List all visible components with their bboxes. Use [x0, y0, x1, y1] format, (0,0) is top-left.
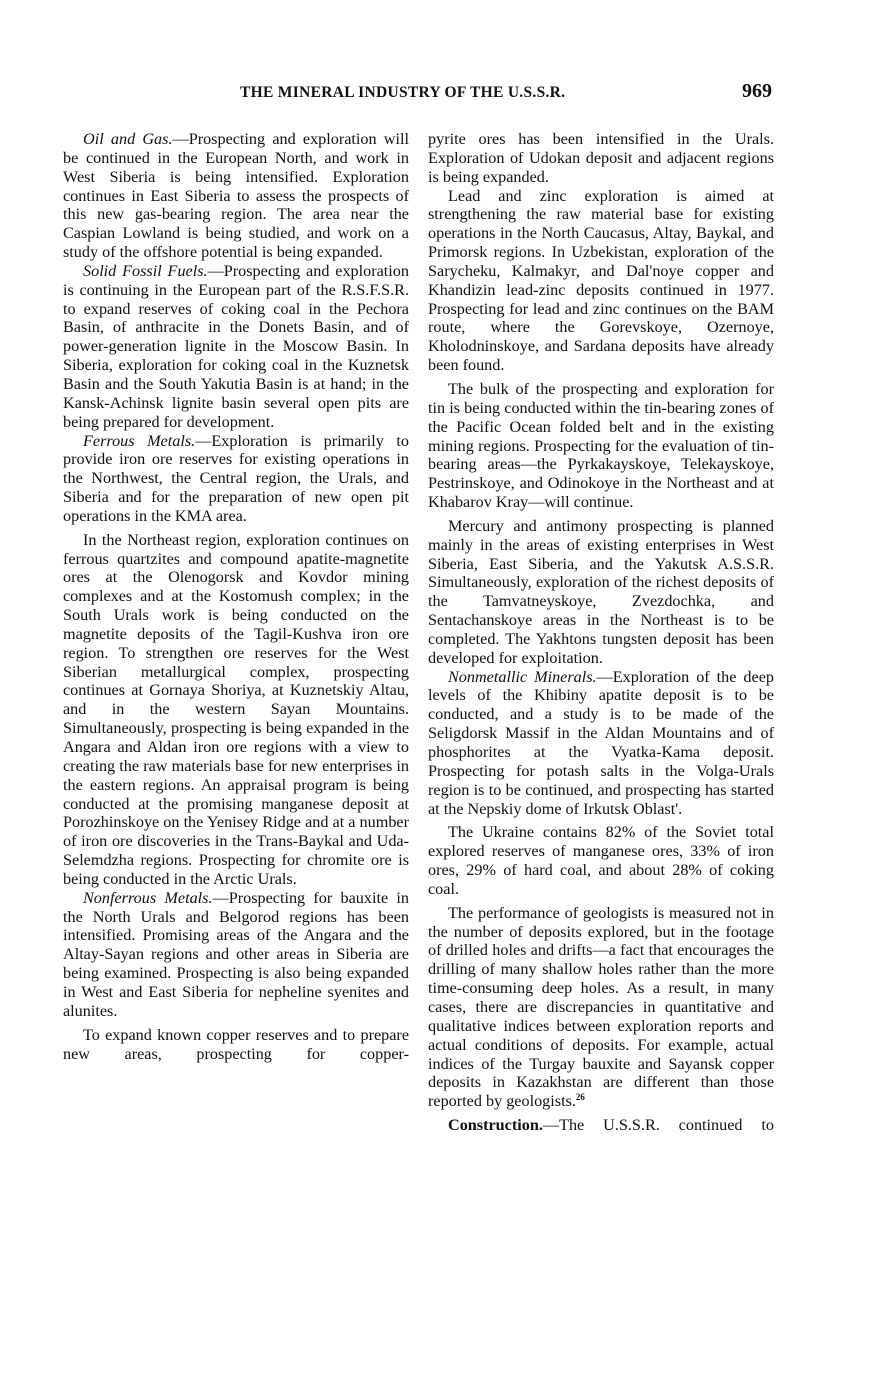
section-lead-nonmetallic: Nonmetallic Minerals.: [448, 667, 597, 686]
paragraph-mercury: Mercury and antimony prospecting is planned mainly in the areas of existing enterprises in West Siberia, East Siberia, and the Yakutsk A.S.S.R. Simultaneously, exploration of the richest deposits of the Tamvatneyskoye, Zvezdochka, and Sentachanskoye areas in the Northeast is to be completed. The Yakhtons tungsten deposit has been developed for exploitation.: [428, 516, 774, 667]
paragraph-nonferrous: [63, 889, 409, 1021]
left-column: [63, 130, 409, 1063]
paragraph-northeast: In the Northeast region, exploration continues on ferrous quartzites and compound apatite-magnetite ores at the Olenogorsk and Kovdor mining complexes and at the Kostomush complex; in the South Urals work is being conducted on the magnetite deposits of the Tagil-Kushva iron ore region. To strengthen ore reserves for the West Siberian metallurgical complex, prospecting continues at Gornaya Shoriya, at Kuznetskiy Altau, and in the western Sayan Mountains. Simultaneously, prospecting is being expanded in the Angara and Aldan iron ore regions with a view to creating the raw materials base for new enterprises in the eastern regions. An appraisal program is being conducted at the promising manganese deposit at Porozhinskoye on the Yenisey Ridge and at a number of iron ore discoveries in the Trans-Baykal and Uda-Selemdzha regions. Prospecting for chromite ore is being conducted in the Arctic Urals.: [63, 530, 409, 888]
paragraph-text: —The U.S.S.R. continued to: [542, 1116, 774, 1135]
paragraph-ukraine: The Ukraine contains 82% of the Soviet total explored reserves of manganese ores, 33% of iron ores, 29% of hard coal, and about 28% of coking coal.: [428, 823, 774, 898]
paragraph-tin: The bulk of the prospecting and exploration for tin is being conducted within the tin-bearing zones of the Pacific Ocean folded belt and in the existing mining regions. Prospecting for the evaluation of tin-bearing areas—the Pyrkakayskoye, Telekayskoye, Pestrinskoye, and Odinokoye in the Northeast and at Khabarov Kray—will continue.: [428, 379, 774, 512]
paragraph-copper-continued: pyrite ores has been intensified in the Urals. Exploration of Udokan deposit and adjacent regions is being expanded.: [428, 130, 774, 186]
paragraph-text: —Prospecting and exploration is continuing in the European part of the R.S.F.S.R. to expand reserves of coking coal in the Pechora Basin, of anthracite in the Donets Basin, and of power-generation lignite in the Moscow Basin. In Siberia, exploration for coking coal in the Kuznetsk Basin and the South Yakutia Basin is at hand; in the Kansk-Achinsk lignite basin several open pits are being prepared for development.: [63, 261, 409, 431]
section-lead-construction: Construction.: [448, 1116, 543, 1135]
section-lead-oil-gas: Oil and Gas.: [83, 130, 173, 148]
paragraph-copper-start: To expand known copper reserves and to prepare new areas, prospecting for copper-: [63, 1025, 409, 1063]
paragraph-performance: [428, 904, 774, 1111]
paragraph-text: The performance of geologists is measured not in the number of deposits explored, but in the footage of drilled holes and drifts—a fact that encourages the drilling of many shallow holes rather than the more time-consuming deep holes. As a result, in many cases, there are discrepancies in quantitative and qualitative indices between exploration reports and actual conditions of deposits. For example, actual indices of the Turgay bauxite and Sayansk copper deposits in Kazakhstan are different than those reported by geologists.: [428, 903, 774, 1111]
paragraph-nonmetallic: [428, 668, 774, 819]
paragraph-oil-gas: [63, 130, 409, 262]
section-lead-ferrous: Ferrous Metals.: [83, 431, 196, 450]
paragraph-solid-fuels: [63, 262, 409, 432]
paragraph-text: —Exploration is primarily to provide iron ore reserves for existing operations in the Northwest, the Central region, the Urals, and Siberia and for the preparation of new open pit operations in the KMA area.: [63, 431, 409, 525]
right-column: [428, 130, 774, 1135]
paragraph-text: —Prospecting for bauxite in the North Urals and Belgorod regions has been intensified. Promising areas of the Angara and the Altay-Sayan regions and other areas in Siberia are being examined. Prospecting is also being expanded in West and East Siberia for nepheline syenites and alunites.: [63, 888, 409, 1020]
paragraph-construction: [428, 1116, 774, 1135]
page-number: 969: [742, 80, 772, 102]
section-lead-nonferrous: Nonferrous Metals.: [83, 888, 213, 907]
running-title: THE MINERAL INDUSTRY OF THE U.S.S.R.: [240, 84, 566, 101]
paragraph-lead-zinc: Lead and zinc exploration is aimed at strengthening the raw material base for existing operations in the North Caucasus, Altay, Baykal, and Primorsk regions. In Uzbekistan, exploration of the Sarycheku, Kalmakyr, and Dal'noye copper and Khandizin lead-zinc deposits continued in 1977. Prospecting for lead and zinc continues on the BAM route, where the Gorevskoye, Ozernoye, Kholodninskoye, and Sardana deposits have already been found.: [428, 186, 774, 375]
paragraph-text: —Prospecting and exploration will be continued in the European North, and work in West Siberia is being intensified. Exploration continues in East Siberia to assess the prospects of this new gas-bearing region. The area near the Caspian Lowland is being studied, and work on a study of the offshore potential is being expanded.: [63, 130, 409, 262]
paragraph-ferrous: [63, 432, 409, 526]
section-lead-solid-fuels: Solid Fossil Fuels.: [83, 261, 208, 280]
footnote-reference[interactable]: 26: [575, 1092, 585, 1103]
paragraph-text: —Exploration of the deep levels of the Khibiny apatite deposit is to be conducted, and a study is to be made of the Seligdorsk Massif in the Aldan Mountains and of phosphorites at the Vyatka-Kama deposit. Prospecting for potash salts in the Volga-Urals region is to be continued, and prospecting has started at the Nepskiy dome of Irkutsk Oblast'.: [428, 667, 774, 818]
